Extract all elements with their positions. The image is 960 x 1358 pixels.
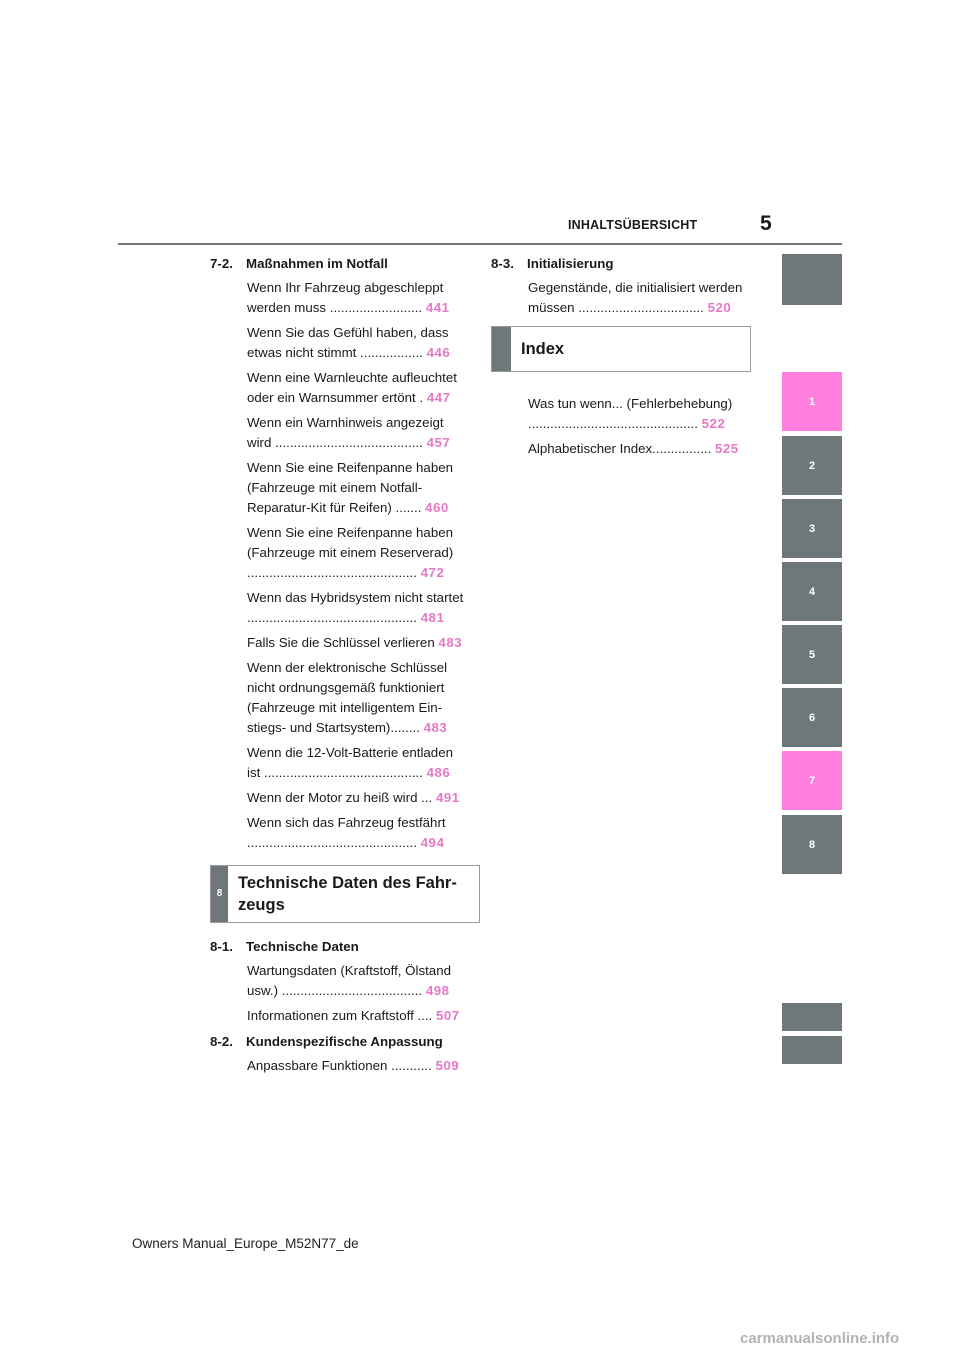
toc-entry-text: stiegs- und Startsystem)........ xyxy=(247,720,420,735)
toc-entry[interactable] xyxy=(247,633,480,653)
entries-8-3 xyxy=(491,278,753,318)
entries-8-1 xyxy=(210,961,480,1026)
chapter-title-line: Technische Daten des Fahr- xyxy=(238,874,457,892)
toc-entry-text: .............................................. xyxy=(247,610,417,625)
toc-entry-line xyxy=(247,343,480,363)
toc-entry-line xyxy=(247,298,480,318)
toc-entry-text: Informationen zum Kraftstoff .... xyxy=(247,1008,433,1023)
toc-entry-text: Anpassbare Funktionen ........... xyxy=(247,1058,432,1073)
toc-entry-text: oder ein Warnsummer ertönt . xyxy=(247,390,424,405)
toc-page-link[interactable]: 441 xyxy=(425,300,450,315)
toc-page-link[interactable]: 472 xyxy=(420,565,445,580)
toc-page-link[interactable]: 525 xyxy=(715,441,739,456)
toc-entry-text: .............................................. xyxy=(528,416,698,431)
toc-entry[interactable] xyxy=(247,1056,480,1076)
section-heading-8-2 xyxy=(210,1032,480,1052)
section-number: 8-3. xyxy=(491,256,514,271)
toc-entry[interactable] xyxy=(247,961,480,1001)
section-number: 8-2. xyxy=(210,1034,233,1049)
toc-entry-text: Falls Sie die Schlüssel verlieren xyxy=(247,635,435,650)
side-tab[interactable]: 8 xyxy=(782,815,842,874)
section-number: 8-1. xyxy=(210,939,233,954)
toc-page-link[interactable]: 486 xyxy=(426,765,451,780)
toc-entry-text: müssen .................................. xyxy=(528,300,704,315)
entries-8-2 xyxy=(210,1056,480,1076)
toc-page-link[interactable]: 520 xyxy=(707,300,732,315)
side-tab[interactable] xyxy=(782,254,842,305)
footer-text: Owners Manual_Europe_M52N77_de xyxy=(132,1236,359,1251)
chapter-title xyxy=(228,866,467,922)
toc-page-link[interactable]: 481 xyxy=(420,610,445,625)
index-tab xyxy=(492,327,511,371)
toc-entry-text: ist ........................................... xyxy=(247,765,423,780)
toc-entry[interactable] xyxy=(247,413,480,453)
chapter-tab-8: 8 xyxy=(211,866,228,922)
section-title: Maßnahmen im Notfall xyxy=(246,256,388,271)
toc-entry-line xyxy=(247,433,480,453)
side-tab[interactable] xyxy=(782,1036,842,1064)
toc-entry[interactable] xyxy=(528,394,753,434)
toc-entry-line: Wenn ein Warnhinweis angezeigt xyxy=(247,415,444,430)
toc-page-link[interactable]: 494 xyxy=(420,835,445,850)
toc-entry-text: Alphabetischer Index................ xyxy=(528,441,712,456)
toc-entry-line: Wenn Ihr Fahrzeug abgeschleppt xyxy=(247,280,444,295)
toc-right-column xyxy=(491,254,753,464)
toc-entry[interactable] xyxy=(247,658,480,738)
toc-entry-line: Wenn der elektronische Schlüssel xyxy=(247,660,448,675)
toc-entry-line: Wenn Sie eine Reifenpanne haben xyxy=(247,525,454,540)
toc-entry-text: .............................................. xyxy=(247,565,417,580)
section-title: Technische Daten xyxy=(246,939,359,954)
toc-entry-line xyxy=(247,981,480,1001)
toc-entry-line: (Fahrzeuge mit intelligentem Ein- xyxy=(247,700,443,715)
toc-entry-text: Wenn der Motor zu heiß wird ... xyxy=(247,790,433,805)
header-divider xyxy=(118,243,842,245)
toc-entry[interactable] xyxy=(247,278,480,318)
section-heading-8-1 xyxy=(210,937,480,957)
toc-page-link[interactable]: 498 xyxy=(425,983,450,998)
toc-entry-line: Wenn sich das Fahrzeug festfährt xyxy=(247,815,446,830)
toc-entry-text: usw.) ...................................... xyxy=(247,983,423,998)
side-tab[interactable]: 5 xyxy=(782,625,842,684)
section-heading-7-2 xyxy=(210,254,480,274)
toc-entry-line: Wenn Sie das Gefühl haben, dass xyxy=(247,325,449,340)
toc-entry-line xyxy=(247,388,480,408)
page-number: 5 xyxy=(760,212,772,235)
toc-page-link[interactable]: 447 xyxy=(426,390,451,405)
toc-page-link[interactable]: 522 xyxy=(701,416,726,431)
toc-entry-line xyxy=(247,1006,480,1026)
toc-entry-line: Wenn die 12-Volt-Batterie entladen xyxy=(247,745,453,760)
toc-entry-line xyxy=(247,498,480,518)
toc-entry-text: .............................................. xyxy=(247,835,417,850)
toc-entry-text: wird ........................................ xyxy=(247,435,423,450)
toc-entry-line xyxy=(247,833,480,853)
toc-entry[interactable] xyxy=(247,368,480,408)
side-tab[interactable]: 7 xyxy=(782,751,842,810)
toc-entry[interactable] xyxy=(528,278,753,318)
chapter-title-line: zeugs xyxy=(238,896,285,914)
toc-page-link[interactable]: 483 xyxy=(438,635,463,650)
toc-entry-line: (Fahrzeuge mit einem Notfall- xyxy=(247,480,423,495)
toc-entry-line xyxy=(247,633,480,653)
toc-entry[interactable] xyxy=(247,323,480,363)
toc-page-link[interactable]: 446 xyxy=(426,345,451,360)
toc-entry-line xyxy=(528,439,753,459)
toc-entry-line: Wartungsdaten (Kraftstoff, Ölstand xyxy=(247,963,451,978)
side-tab[interactable]: 2 xyxy=(782,436,842,495)
toc-left-column xyxy=(210,254,480,1081)
toc-page-link[interactable]: 491 xyxy=(435,790,460,805)
toc-entry-line: (Fahrzeuge mit einem Reserverad) xyxy=(247,545,454,560)
toc-page-link[interactable]: 507 xyxy=(435,1008,460,1023)
toc-entry-text: werden muss ......................... xyxy=(247,300,423,315)
watermark: carmanualsonline.info xyxy=(740,1330,900,1347)
toc-page-link[interactable]: 509 xyxy=(435,1058,460,1073)
toc-entry-line xyxy=(528,298,753,318)
index-title: Index xyxy=(521,340,565,358)
toc-entry[interactable] xyxy=(247,523,480,583)
toc-entry-line xyxy=(247,788,480,808)
section-number: 7-2. xyxy=(210,256,233,271)
section-title: Initialisierung xyxy=(527,256,614,271)
section-title: Kundenspezifische Anpassung xyxy=(246,1034,443,1049)
side-tab[interactable]: 4 xyxy=(782,562,842,621)
toc-entry[interactable] xyxy=(247,588,480,628)
toc-entry-line xyxy=(247,763,480,783)
toc-entry-line: Was tun wenn... (Fehlerbehebung) xyxy=(528,396,733,411)
toc-entry-line xyxy=(247,1056,480,1076)
toc-page-link[interactable]: 483 xyxy=(423,720,448,735)
toc-entry[interactable] xyxy=(247,788,480,808)
side-tab[interactable] xyxy=(782,1003,842,1031)
toc-entry[interactable] xyxy=(247,743,480,783)
toc-entry-line xyxy=(528,414,753,434)
chapter-8-box[interactable] xyxy=(210,865,480,923)
toc-entry[interactable] xyxy=(528,439,753,459)
toc-page-link[interactable]: 457 xyxy=(426,435,451,450)
toc-entry-line: Wenn eine Warnleuchte aufleuchtet xyxy=(247,370,457,385)
entries-index xyxy=(491,394,753,459)
index-box[interactable] xyxy=(491,326,751,372)
toc-entry-line: Wenn Sie eine Reifenpanne haben xyxy=(247,460,454,475)
header-title: INHALTSÜBERSICHT xyxy=(568,218,698,232)
side-tab[interactable]: 6 xyxy=(782,688,842,747)
side-tab[interactable]: 1 xyxy=(782,372,842,431)
toc-entry-line: Gegenstände, die initialisiert werden xyxy=(528,280,743,295)
entries-7-2 xyxy=(210,278,480,853)
side-tab[interactable]: 3 xyxy=(782,499,842,558)
toc-entry-line xyxy=(247,608,480,628)
toc-entry-line: Wenn das Hybridsystem nicht startet xyxy=(247,590,464,605)
toc-entry-line: nicht ordnungsgemäß funktioniert xyxy=(247,680,445,695)
toc-entry-text: Reparatur-Kit für Reifen) ....... xyxy=(247,500,422,515)
toc-entry[interactable] xyxy=(247,1006,480,1026)
toc-entry[interactable] xyxy=(247,458,480,518)
toc-entry-line xyxy=(247,718,480,738)
section-heading-8-3 xyxy=(491,254,753,274)
toc-page-link[interactable]: 460 xyxy=(425,500,449,515)
toc-entry[interactable] xyxy=(247,813,480,853)
toc-entry-line xyxy=(247,563,480,583)
toc-entry-text: etwas nicht stimmt ................. xyxy=(247,345,423,360)
